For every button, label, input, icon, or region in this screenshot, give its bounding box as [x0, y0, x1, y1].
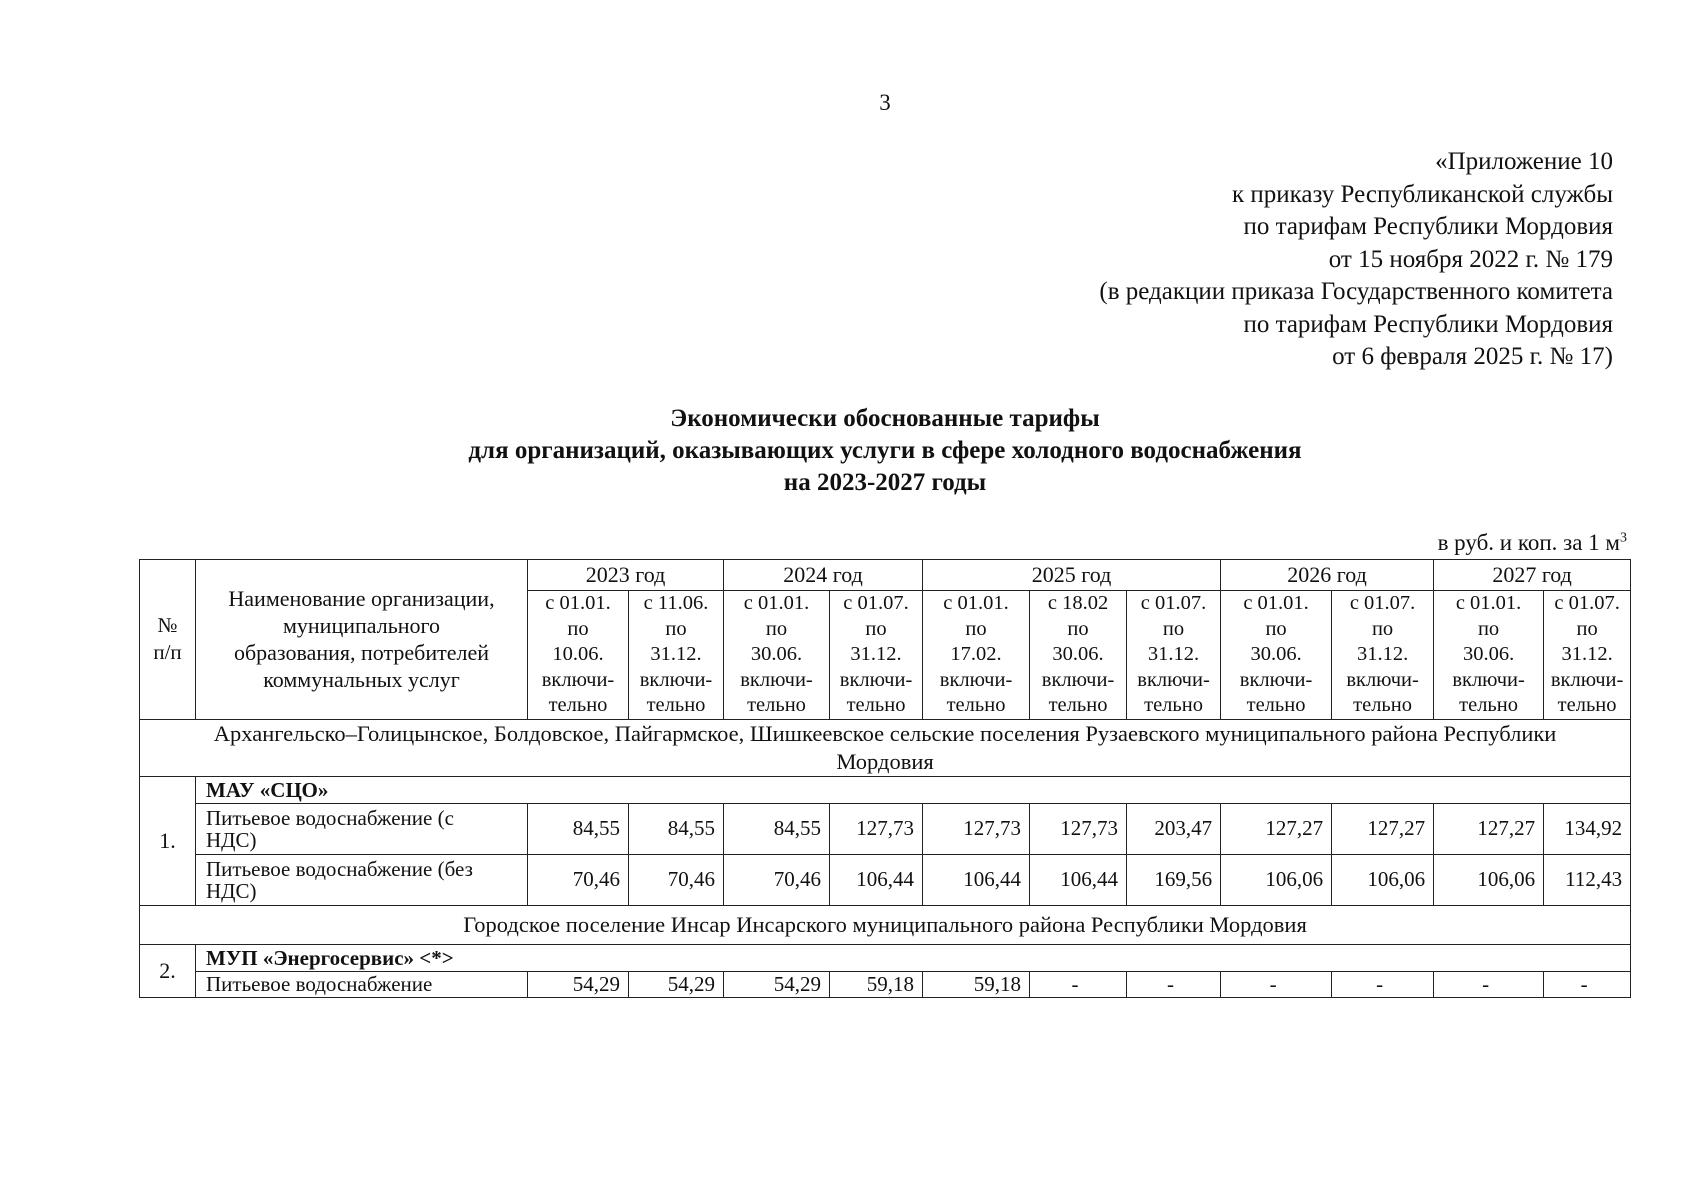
period-text: с 01.01.	[1455, 592, 1522, 614]
period-header-7	[1127, 591, 1221, 720]
table-row	[140, 854, 1631, 905]
period-text: включи-	[1239, 668, 1313, 691]
tariff-value: 54,29	[528, 971, 629, 997]
tariff-value: -	[1127, 971, 1221, 997]
year-header-2027: 2027 год	[1434, 560, 1631, 591]
period-text: тельно	[846, 694, 906, 716]
tariff-value: 106,44	[1030, 854, 1127, 905]
tariff-value: 54,29	[724, 971, 830, 997]
period-text: по	[1477, 617, 1500, 640]
period-text: по	[1371, 617, 1394, 640]
period-text: 31.12.	[850, 643, 902, 665]
header-text: п/п	[153, 640, 182, 665]
period-text: по	[567, 617, 589, 640]
units-sup: 3	[1620, 530, 1627, 546]
service-label	[196, 803, 528, 854]
period-text: тельно	[548, 694, 608, 716]
annex-header	[1099, 146, 1613, 374]
tariff-value: 70,46	[528, 854, 629, 905]
tariff-value: 127,27	[1332, 803, 1434, 854]
tariff-value: 84,55	[528, 803, 629, 854]
header-text: муниципального	[282, 613, 440, 639]
period-text: тельно	[1246, 694, 1306, 716]
tariff-value: 84,55	[629, 803, 724, 854]
period-text: включи-	[1550, 668, 1624, 691]
tariff-value: 106,44	[830, 854, 923, 905]
period-text: включи-	[541, 668, 615, 691]
period-header-6	[1030, 591, 1127, 720]
header-text: №	[157, 613, 178, 638]
tariff-value: 127,73	[923, 803, 1030, 854]
annex-line: к приказу Республиканской службы	[1231, 180, 1613, 208]
period-text: с 11.06.	[643, 592, 709, 614]
tariff-value: 70,46	[629, 854, 724, 905]
period-text: тельно	[1353, 694, 1412, 716]
period-header-4	[830, 591, 923, 720]
period-text: тельно	[1048, 694, 1108, 716]
tariff-value: 127,27	[1221, 803, 1332, 854]
header-text: образования, потребителей	[233, 640, 490, 666]
period-text: с 01.01.	[743, 592, 810, 614]
tariff-value: 112,43	[1544, 854, 1631, 905]
title-line: на 2023-2027 годы	[783, 469, 987, 496]
period-text: тельно	[1144, 694, 1203, 716]
service-label	[196, 854, 528, 905]
region-row	[140, 719, 1631, 776]
service-label-text: Питьевое водоснабжение (с	[206, 805, 454, 830]
region-cell	[140, 905, 1631, 944]
period-text: тельно	[1459, 694, 1518, 716]
period-text: с 01.07.	[1140, 592, 1207, 614]
service-label-text: НДС)	[206, 878, 257, 903]
tariff-value: 127,73	[1030, 803, 1127, 854]
tariff-value: 127,27	[1434, 803, 1544, 854]
tariff-value: -	[1332, 971, 1434, 997]
units-note	[1438, 530, 1627, 556]
service-label-text: НДС)	[206, 827, 257, 852]
period-text: включи-	[1137, 668, 1210, 691]
period-text: тельно	[946, 694, 1006, 716]
period-header-3	[724, 591, 830, 720]
period-text: тельно	[747, 694, 806, 716]
period-text: по	[665, 617, 687, 640]
period-text: с 01.01.	[1243, 592, 1309, 614]
period-header-5	[923, 591, 1030, 720]
annex-line: от 6 февраля 2025 г. № 17)	[1332, 343, 1613, 370]
page-number: 3	[879, 90, 891, 115]
region-row	[140, 905, 1631, 944]
period-header-2	[629, 591, 724, 720]
tariff-value: 134,92	[1544, 803, 1631, 854]
period-text: по	[765, 617, 788, 640]
annex-line: по тарифам Республики Мордовия	[1243, 310, 1613, 338]
tariff-value: 59,18	[923, 971, 1030, 997]
tariff-value: -	[1030, 971, 1127, 997]
tariff-value: 70,46	[724, 854, 830, 905]
period-text: включи-	[740, 668, 813, 691]
tariff-value: 84,55	[724, 803, 830, 854]
year-header-2023: 2023 год	[528, 560, 724, 591]
tariff-value: 106,06	[1434, 854, 1544, 905]
year-header-2026: 2026 год	[1221, 560, 1434, 591]
tariff-value: 54,29	[629, 971, 724, 997]
period-text: 10.06.	[552, 643, 604, 665]
annex-line: «Приложение 10	[1435, 148, 1613, 175]
row-number: 1.	[140, 776, 196, 905]
period-text: 31.12.	[650, 643, 702, 665]
organization-row	[140, 776, 1631, 803]
period-text: включи-	[939, 668, 1013, 691]
document-title	[0, 403, 1697, 499]
period-text: 31.12.	[1356, 643, 1409, 665]
number-column-header	[140, 560, 196, 720]
period-text: по	[1162, 617, 1185, 640]
annex-line: (в редакции приказа Государственного комитета	[1099, 278, 1613, 305]
region-text: Архангельско–Голицынское, Болдовское, Пайгармское, Шишкеевское сельские поселения Рузаевского муниципального района Республики	[213, 720, 1557, 746]
table-body	[140, 719, 1631, 997]
period-text: включи-	[1452, 668, 1525, 691]
header-text: Наименование организации,	[228, 586, 495, 612]
period-text: включи-	[1041, 668, 1115, 691]
title-line: для организаций, оказывающих услуги в сфере холодного водоснабжения	[468, 437, 1302, 464]
period-text: по	[1576, 617, 1598, 640]
period-text: включи-	[639, 668, 713, 691]
period-text: по	[865, 617, 887, 640]
period-header-9	[1332, 591, 1434, 720]
period-text: тельно	[1557, 694, 1617, 716]
tariff-value: 127,73	[830, 803, 923, 854]
period-text: с 01.01.	[943, 592, 1009, 614]
annex-line: от 15 ноября 2022 г. № 179	[1328, 245, 1613, 273]
period-text: 31.12.	[1147, 643, 1200, 665]
period-text: 30.06.	[1052, 643, 1104, 665]
tariff-value: 106,44	[923, 854, 1030, 905]
table-row	[140, 971, 1631, 997]
region-cell	[140, 719, 1631, 776]
period-text: 30.06.	[750, 643, 803, 665]
region-text: Мордовия	[836, 748, 934, 774]
tariff-value: 106,06	[1221, 854, 1332, 905]
period-header-11	[1544, 591, 1631, 720]
period-text: с 01.01.	[545, 592, 611, 614]
organization-name: МАУ «СЦО»	[196, 776, 1631, 803]
tariff-value: -	[1544, 971, 1631, 997]
period-text: с 01.07.	[1554, 592, 1620, 614]
organization-name: МУП «Энергосервис» <*>	[196, 944, 1631, 971]
name-column-header	[196, 560, 528, 720]
period-text: с 18.02	[1047, 592, 1109, 614]
units-text: в руб. и коп. за 1 м	[1437, 530, 1620, 555]
period-header-8	[1221, 591, 1332, 720]
tariff-value: 106,06	[1332, 854, 1434, 905]
period-text: по	[1265, 617, 1287, 640]
period-text: с 01.07.	[1349, 592, 1416, 614]
year-header-2025: 2025 год	[923, 560, 1221, 591]
period-text: включи-	[1346, 668, 1419, 691]
year-header-2024: 2024 год	[724, 560, 923, 591]
period-text: с 01.07.	[843, 592, 909, 614]
service-label-text: Питьевое водоснабжение	[206, 972, 433, 996]
annex-line: по тарифам Республики Мордовия	[1243, 213, 1613, 240]
year-header-row	[140, 560, 1631, 591]
service-label	[196, 971, 528, 997]
tariff-value: 59,18	[830, 971, 923, 997]
tariff-value: -	[1434, 971, 1544, 997]
period-header-1	[528, 591, 629, 720]
period-text: 30.06.	[1462, 643, 1515, 665]
period-text: включи-	[839, 668, 913, 691]
table-row	[140, 803, 1631, 854]
tariff-table	[139, 559, 1631, 998]
period-text: по	[965, 617, 987, 640]
organization-row	[140, 944, 1631, 971]
period-text: 17.02.	[950, 643, 1002, 665]
period-text: тельно	[646, 694, 706, 716]
service-label-text: Питьевое водоснабжение (без	[206, 856, 473, 881]
tariff-value: 203,47	[1127, 803, 1221, 854]
title-line: Экономически обоснованные тарифы	[670, 405, 1100, 432]
header-text: коммунальных услуг	[263, 667, 460, 693]
period-header-10	[1434, 591, 1544, 720]
region-text: Городское поселение Инсар Инсарского муниципального района Республики Мордовия	[463, 911, 1307, 937]
period-text: 31.12.	[1561, 643, 1613, 665]
period-text: 30.06.	[1250, 643, 1302, 665]
period-text: по	[1067, 617, 1089, 640]
tariff-value: 169,56	[1127, 854, 1221, 905]
tariff-value: -	[1221, 971, 1332, 997]
row-number: 2.	[140, 944, 196, 997]
